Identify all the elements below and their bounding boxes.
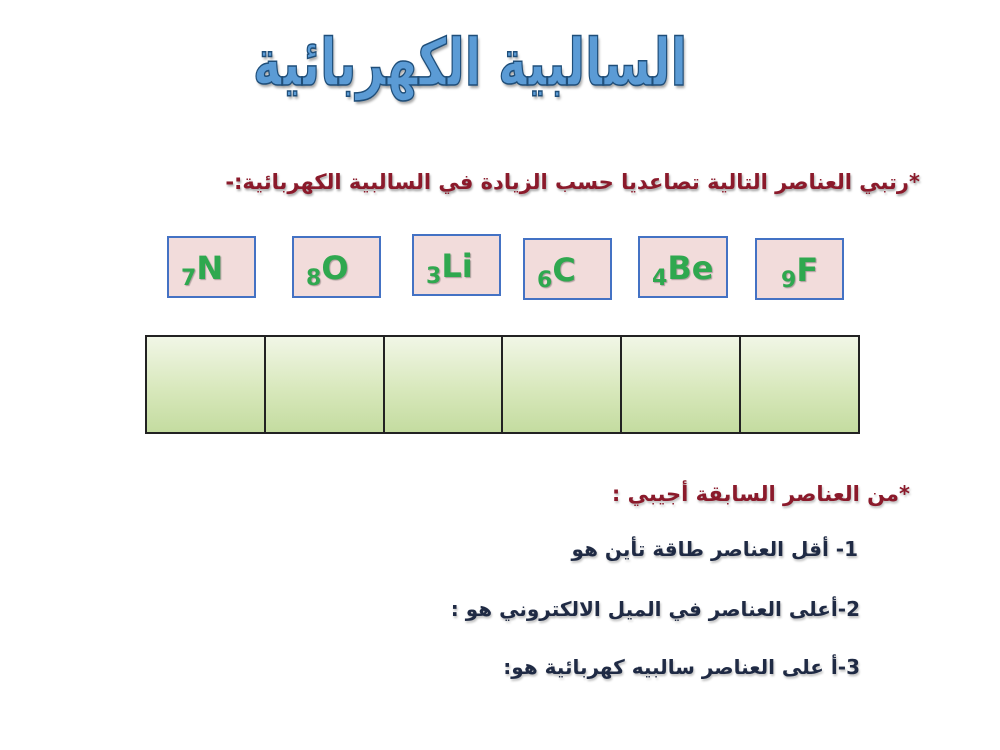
element-card-fluorine[interactable] [755, 238, 844, 300]
answer-slot-1[interactable] [146, 336, 265, 433]
instruction-text: *رتبي العناصر التالية تصاعديا حسب الزيادة في السالبية الكهربائية:- [225, 170, 920, 194]
element-symbol: F [796, 251, 819, 289]
answer-table [145, 335, 860, 434]
element-symbol: C [552, 251, 576, 289]
answer-slot-3[interactable] [384, 336, 503, 433]
element-label [537, 251, 576, 293]
element-card-carbon[interactable] [523, 238, 612, 300]
element-card-beryllium[interactable] [638, 236, 728, 298]
answer-slot-6[interactable] [740, 336, 859, 433]
atomic-number: 8 [306, 266, 322, 291]
element-label [181, 249, 224, 291]
element-card-nitrogen[interactable] [167, 236, 256, 298]
atomic-number: 6 [537, 268, 553, 293]
question-2: 2-أعلى العناصر في الميل الالكتروني هو : [450, 597, 860, 621]
element-symbol: Li [441, 247, 473, 285]
atomic-number: 9 [781, 268, 797, 293]
atomic-number: 3 [426, 264, 442, 289]
element-label [306, 249, 349, 291]
answer-slot-4[interactable] [502, 336, 621, 433]
element-label [652, 249, 714, 291]
answer-row [146, 336, 859, 433]
element-symbol: O [321, 249, 349, 287]
answer-slot-5[interactable] [621, 336, 740, 433]
element-card-lithium[interactable] [412, 234, 501, 296]
question-3: 3-أ على العناصر سالبيه كهربائية هو: [503, 655, 860, 679]
element-label [426, 247, 473, 289]
questions-heading: *من العناصر السابقة أجيبي : [611, 482, 910, 506]
atomic-number: 7 [181, 266, 197, 291]
answer-slot-2[interactable] [265, 336, 384, 433]
atomic-number: 4 [652, 266, 668, 291]
question-1: 1- أقل العناصر طاقة تأين هو [571, 537, 858, 561]
element-card-oxygen[interactable] [292, 236, 381, 298]
element-label [781, 251, 819, 293]
element-symbol: N [196, 249, 224, 287]
page-title: السالبية الكهربائية [252, 24, 688, 101]
element-symbol: Be [667, 249, 714, 287]
